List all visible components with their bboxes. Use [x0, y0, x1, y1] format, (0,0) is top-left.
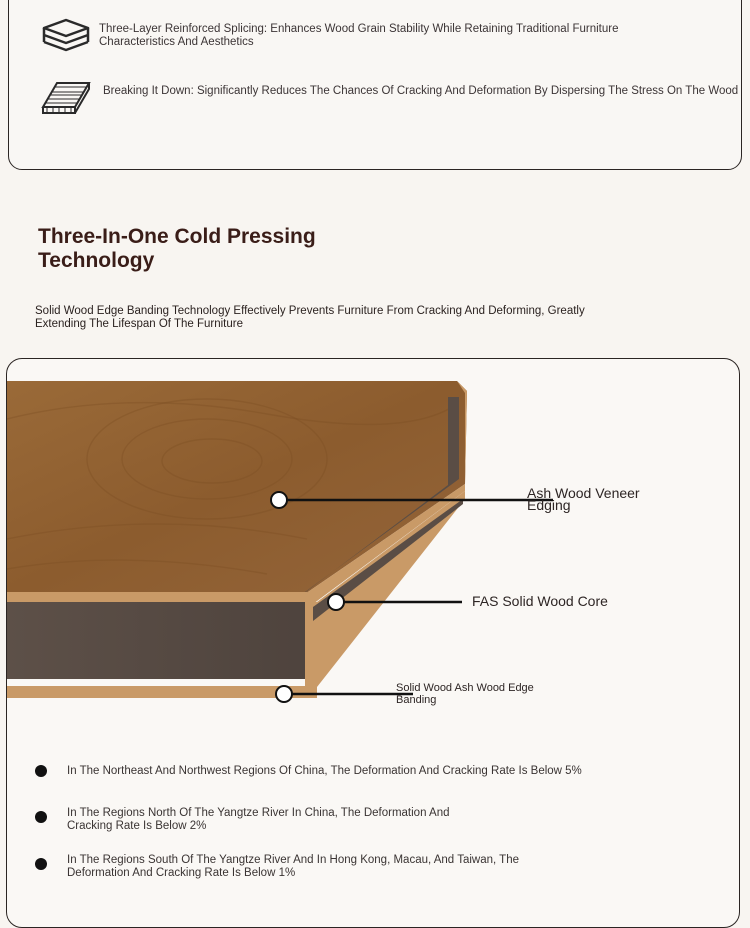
- features-card: [8, 0, 742, 170]
- label-ash-veneer: Ash Wood Veneer Edging: [527, 485, 640, 513]
- feature-breaking-down: Breaking It Down: Significantly Reduces The Chances Of Cracking And Deformation By Dispersing The Stress On The Wood: [103, 85, 739, 97]
- callout-dot-core: [328, 594, 344, 610]
- callout-dot-veneer: [271, 492, 287, 508]
- board-edge-strip-top: [7, 592, 307, 602]
- wood-structure-card: [6, 358, 740, 928]
- feature-splicing: Three-Layer Reinforced Splicing: Enhances Wood Grain Stability While Retaining Traditional Furniture Characteristics And Aesthetics: [99, 23, 619, 48]
- bullet-icon: [35, 858, 47, 870]
- section-subtitle: Solid Wood Edge Banding Technology Effectively Prevents Furniture From Cracking And Deforming, Greatly Extending The Lifespan Of The Furniture: [35, 305, 585, 330]
- board-edge-strip-bottom: [7, 686, 317, 698]
- layers-icon: [41, 17, 91, 57]
- label-edge-banding: Solid Wood Ash Wood Edge Banding: [396, 682, 534, 706]
- stat-text: In The Regions South Of The Yangtze River And In Hong Kong, Macau, And Taiwan, The Deformation And Cracking Rate Is Below 1%: [67, 854, 519, 879]
- label-fas-core: FAS Solid Wood Core: [472, 593, 608, 609]
- bullet-icon: [35, 765, 47, 777]
- stat-text: In The Northeast And Northwest Regions Of China, The Deformation And Cracking Rate Is Below 5%: [67, 765, 582, 777]
- stack-icon: [49, 0, 83, 9]
- board-front-face: [7, 602, 317, 679]
- stat-text: In The Regions North Of The Yangtze River In China, The Deformation And Cracking Rate Is Below 2%: [67, 807, 450, 832]
- bullet-icon: [35, 811, 47, 823]
- wood-plank-icon: [39, 77, 93, 117]
- callout-dot-banding: [276, 686, 292, 702]
- section-title: Three-In-One Cold Pressing Technology: [38, 225, 316, 272]
- wood-board-illustration: [7, 359, 740, 928]
